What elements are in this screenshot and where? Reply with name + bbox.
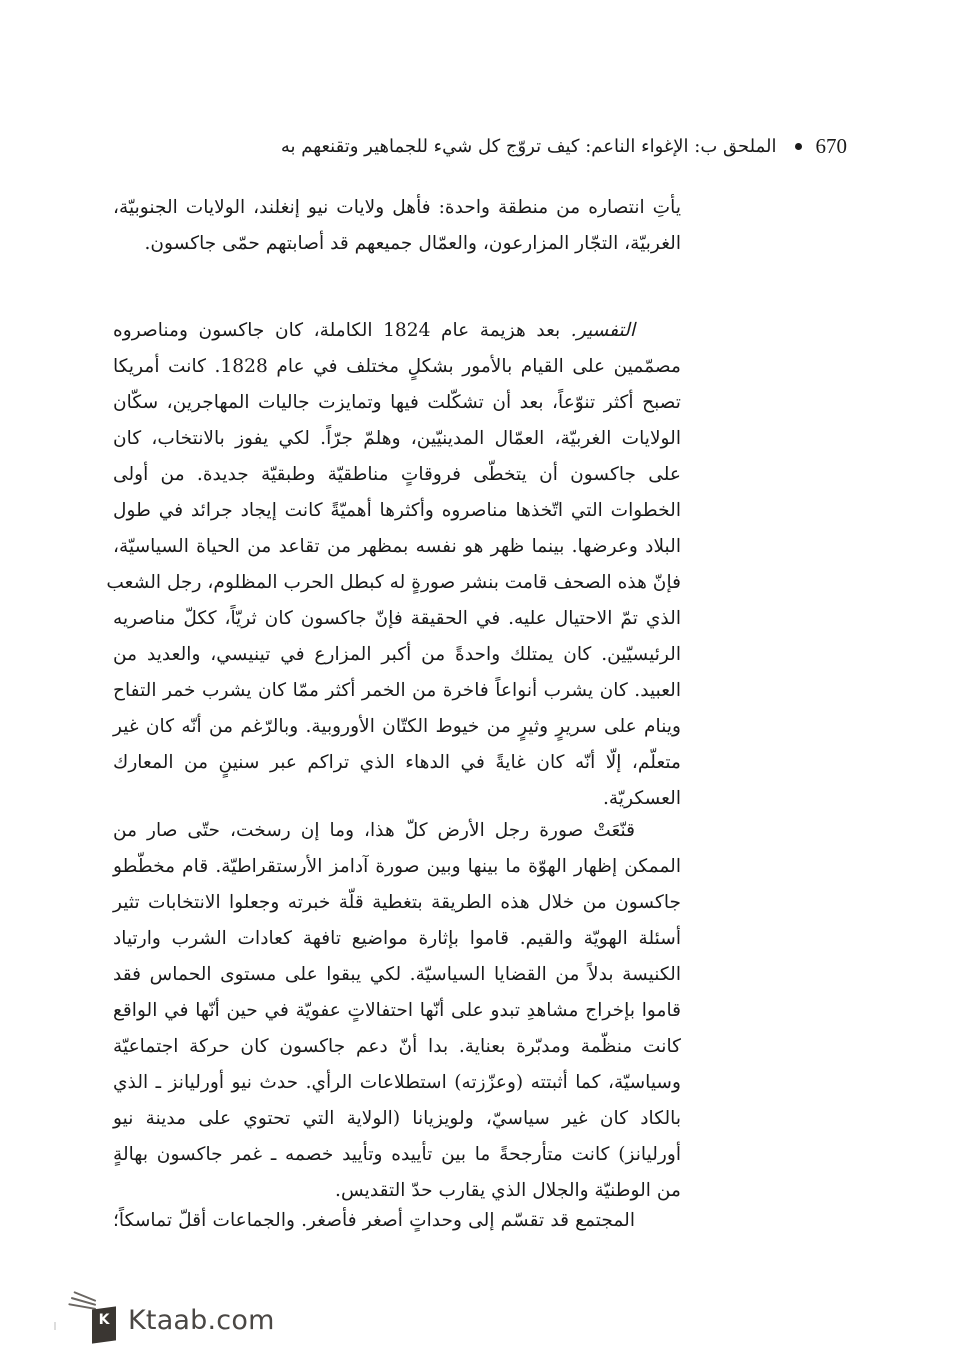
text-line: الذي تمّ الاحتيال عليه. في الحقيقة فإنّ جاكسون كان ثريّاً، ككلّ مناصريه (113, 608, 681, 629)
text-line: الكنيسة بدلاً من القضايا السياسيّة. لكي يبقوا على مستوى الحماس فقد (113, 964, 681, 985)
text-line: الممكن إظهار الهوّة ما بينها وبين صورة آدامز الأرستقراطيّة. قام مخطّطو (113, 856, 681, 877)
paragraph-body (113, 813, 681, 1209)
text-line: فإنّ هذه الصحف قامت بنشر صورةٍ له كبطل الحرب المظلوم، رجل الشعب (106, 572, 681, 593)
text-line: كانت منظّمة ومدبّرة بعناية. بدا أنّ دعم جاكسون كان حركة اجتماعيّة (113, 1036, 681, 1057)
text-line: يأتِ انتصاره من منطقة واحدة: فأهل ولايات نيو إنغلند، الولايات الجنوبيّة، (113, 197, 681, 218)
text-line: من الوطنيّة والجلال الذي يقارب حدّ التقديس. (335, 1180, 681, 1201)
text-line: جاكسون من خلال هذه الطريقة بتغطية قلّة خبرته وجعلوا الانتخابات تثير (113, 892, 681, 913)
text-line: مصمّمين على القيام بالأمور بشكلٍ مختلف في عام 1828. كانت أمريكا (113, 356, 681, 377)
text-line: أسئلة الهويّة والقيم. قاموا بإثارة مواضيع تافهة كعادات الشرب وارتياد (113, 928, 681, 949)
text-line: بالكاد كان غير سياسيّ، ولويزيانا (الولاية التي تحتوي على مدينة نيو (113, 1108, 681, 1129)
text-line: الخطوات التي اتّخذها مناصروه وأكثرها أهميّةً كانت إيجاد جرائد في طول (113, 500, 681, 521)
margin-mark (54, 1322, 56, 1330)
text-line: قنّعَتْ صورة رجل الأرض كلّ هذا، وما إن رسخت، حتّى صار من (113, 820, 635, 841)
text-line (113, 313, 681, 349)
text-line: الرئيسيّين. كان يمتلك واحدةً من أكبر المزارع في تينيسي، والعديد من (113, 644, 681, 665)
text-line: البلاد وعرضها. بينما ظهر هو نفسه بمظهر من تقاعد من الحياة السياسيّة، (113, 536, 681, 557)
ktaab-logo (62, 1290, 275, 1350)
bullet-icon (795, 143, 802, 150)
text-line: أورليانز) كانت متأرجحةً ما بين تأييده وتأييد خصمه ـ غمر جاكسون بهالةٍ (113, 1144, 681, 1165)
text-line: العسكريّة. (603, 788, 681, 809)
book-icon (62, 1290, 118, 1350)
paragraph-interpretation (106, 313, 681, 817)
running-header (275, 128, 847, 164)
text-line: وسياسيّة، كما أثبتته (وعزّزته) استطلاعات الرأي. حدث نيو أورليانز ـ الذي (113, 1072, 681, 1093)
text-line: الولايات الغربيّة، العمّال المدينيّين، وهلمّ جرّاً. لكي يفوز بالانتخاب، كان (113, 428, 681, 449)
text-line: العبيد. كان يشرب أنواعاً فاخرة من الخمر أكثر ممّا كان يشرب خمر التفاح (113, 680, 681, 701)
chapter-title: الملحق ب: الإغواء الناعم: كيف تروّج كل شيء للجماهير وتقنعهم به (280, 135, 777, 157)
text-line: وينام على سريرٍ وثيرٍ من خيوط الكتّان الأوروبية. وبالرّغم من أنّه كان غير (113, 716, 681, 737)
text-line: المجتمع قد تقسّم إلى وحداتٍ أصغر فأصغر. والجماعات أقلّ تماسكاً؛ (113, 1210, 635, 1231)
text-line: على جاكسون أن يتخطّى فروقاتٍ مناطقيّة وطبقيّة جديدة. من أولى (113, 464, 681, 485)
text-line: تصبح أكثر تنوّعاً، بعد أن تشكّلت فيها وتمايزت جاليات المهاجرين، سكّان (113, 392, 681, 413)
logo-text: Ktaab.com (128, 1304, 275, 1336)
text-line: قاموا بإخراج مشاهدِ تبدو على أنّها احتفالاتٍ عفويّة في حين أنّها في الواقع (113, 1000, 681, 1021)
logo-letter: K (98, 1312, 110, 1328)
text-line: متعلّم، إلّا أنّه كان غايةً في الدهاء الذي تراكم عبر سنينٍ من المعارك (113, 752, 681, 773)
text-fragment: بعد هزيمة عام 1824 الكاملة، كان جاكسون ومناصروه (113, 320, 571, 341)
page-number: 670 (815, 133, 847, 158)
text-line: الغربيّة، التجّار المزارعون، والعمّال جميعهم قد أصابتهم حمّى جاكسون. (144, 233, 681, 254)
paragraph-continuation (113, 190, 681, 262)
paragraph-body (113, 1203, 681, 1239)
interpretation-label: التفسير. (570, 320, 635, 341)
